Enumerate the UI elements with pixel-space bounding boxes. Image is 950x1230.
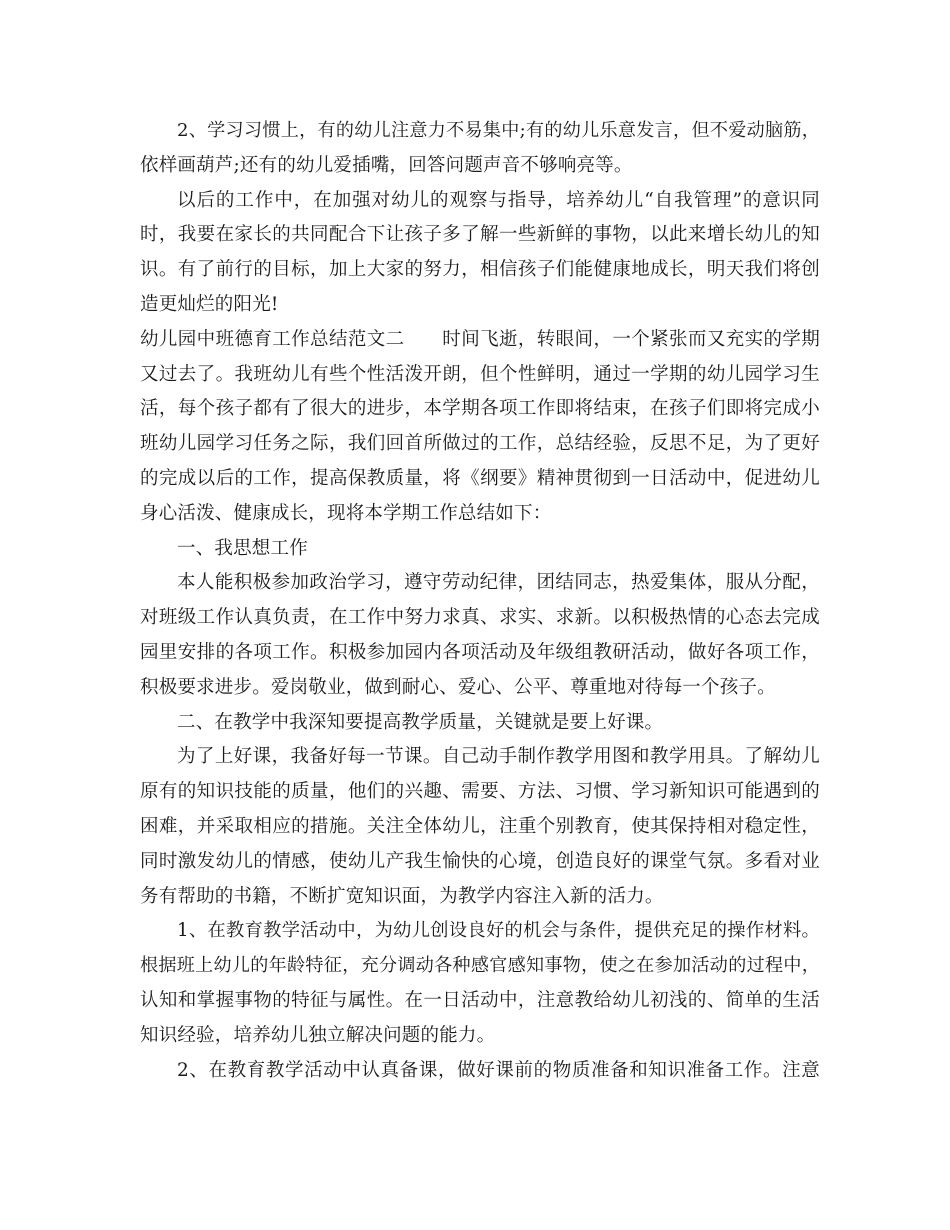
text-line: 知识经验，培养幼儿独立解决问题的能力。 (140, 1025, 496, 1046)
subheading: 二、在教学中我深知要提高教学质量，关键就是要上好课。 (177, 712, 664, 733)
text-line: 造更灿烂的阳光! (140, 294, 279, 315)
text-line: 以后的工作中，在加强对幼儿的观察与指导，培养幼儿“自我管理”的意识同 (177, 190, 820, 211)
text-line: 时，我要在家长的共同配合下让孩子多了解一些新鲜的事物，以此来增长幼儿的知 (140, 224, 820, 245)
text-line: 根据班上幼儿的年龄特征，充分调动各种感官感知事物，使之在参加活动的过程中， (140, 955, 820, 976)
text-line: 又过去了。我班幼儿有些个性活泼开朗，但个性鲜明，通过一学期的幼儿园学习生 (140, 364, 820, 385)
text-line: 务有帮助的书籍，不断扩宽知识面，为教学内容注入新的活力。 (140, 886, 664, 907)
text-line: 本人能积极参加政治学习，遵守劳动纪律，团结同志，热爱集体，服从分配， (177, 572, 820, 593)
text-line: 为了上好课，我备好每一节课。自己动手制作教学用图和教学用具。了解幼儿 (177, 746, 820, 767)
text-line: 的完成以后的工作，提高保教质量，将《纲要》精神贯彻到一日活动中，促进幼儿 (140, 468, 820, 489)
text-line: 认知和掌握事物的特征与属性。在一日活动中，注意教给幼儿初浅的、简单的生活 (140, 990, 820, 1011)
text-line: 原有的知识技能的质量，他们的兴趣、需要、方法、习惯、学习新知识可能遇到的 (140, 781, 820, 802)
text-line: 困难，并采取相应的措施。关注全体幼儿，注重个别教育，使其保持相对稳定性， (140, 816, 820, 837)
section-heading-line: 幼儿园中班德育工作总结范文二 时间飞逝，转眼间，一个紧张而又充实的学期 (140, 329, 820, 350)
text-line: 活，每个孩子都有了很大的进步，本学期各项工作即将结束，在孩子们即将完成小 (140, 398, 820, 419)
text-line: 2、学习习惯上，有的幼儿注意力不易集中;有的幼儿乐意发言，但不爱动脑筋， (177, 120, 820, 141)
text-line: 园里安排的各项工作。积极参加园内各项活动及年级组教研活动，做好各项工作， (140, 642, 820, 663)
text-line: 2、在教育教学活动中认真备课，做好课前的物质准备和知识准备工作。注意 (177, 1060, 820, 1081)
subheading: 一、我思想工作 (177, 538, 308, 559)
text-line: 1、在教育教学活动中，为幼儿创设良好的机会与条件，提供充足的操作材料。 (177, 920, 820, 941)
text-line: 同时激发幼儿的情感，使幼儿产我生愉快的心境，创造良好的课堂气氛。多看对业 (140, 851, 820, 872)
text-line: 班幼儿园学习任务之际，我们回首所做过的工作，总结经验，反思不足，为了更好 (140, 433, 820, 454)
text-line: 依样画葫芦;还有的幼儿爱插嘴，回答问题声音不够响亮等。 (140, 155, 633, 176)
text-line: 积极要求进步。爱岗敬业，做到耐心、爱心、公平、尊重地对待每一个孩子。 (140, 677, 776, 698)
text-line: 识。有了前行的目标，加上大家的努力，相信孩子们能健康地成长，明天我们将创 (140, 259, 820, 280)
text-line: 身心活泼、健康成长，现将本学期工作总结如下： (140, 503, 552, 524)
text-line: 对班级工作认真负责，在工作中努力求真、求实、求新。以积极热情的心态去完成 (140, 607, 820, 628)
